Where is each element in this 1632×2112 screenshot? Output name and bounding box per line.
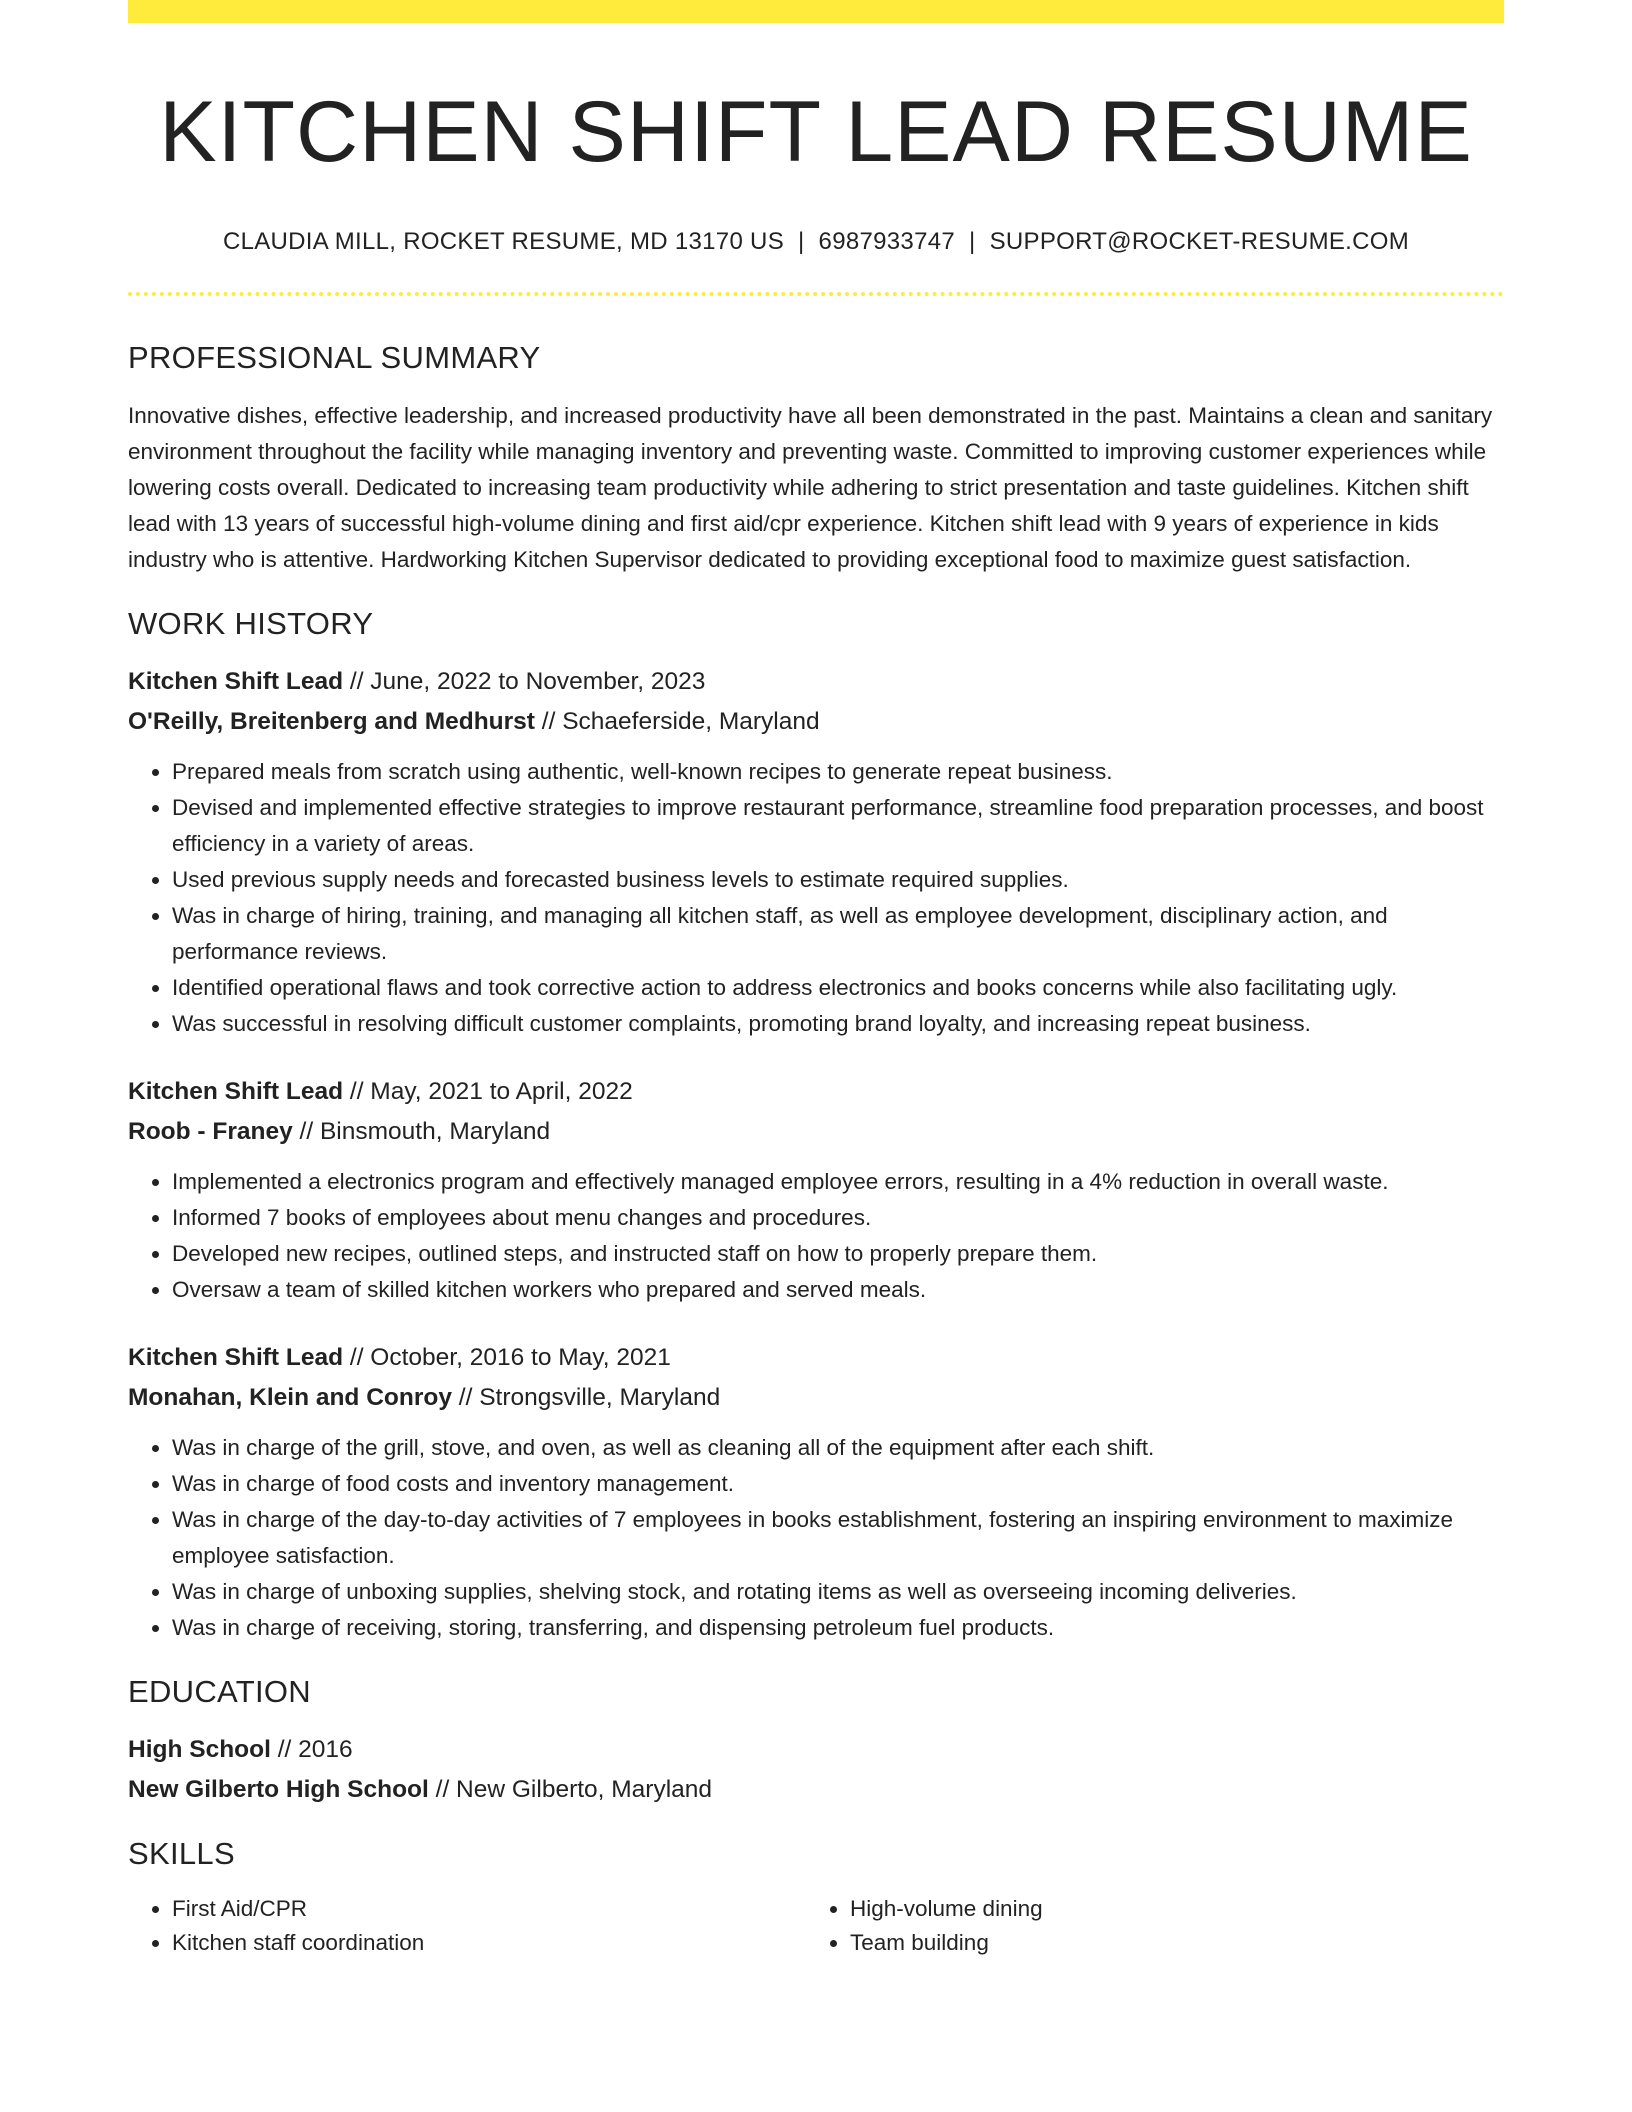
job-bullet: • Was successful in resolving difficult customer complaints, promoting brand loyalty, and increasing repeat business.	[172, 1006, 1504, 1042]
job-company: Roob - Franey	[128, 1117, 293, 1145]
contact-separator: |	[798, 227, 805, 255]
job-bullet: • Was in charge of unboxing supplies, shelving stock, and rotating items as well as overseeing incoming deliveries.	[172, 1574, 1504, 1610]
summary-text: Innovative dishes, effective leadership, and increased productivity have all been demonstrated in the past. Maintains a clean and sanitary environment throughout the facility while managing inventory and preventing waste. Committed to improving customer experiences while lowering costs overall. Dedicated to increasing team productivity while adhering to strict presentation and taste guidelines. Kitchen shift lead with 13 years of successful high-volume dining and first aid/cpr experience. Kitchen shift lead with 9 years of experience in kids industry who is attentive. Hardworking Kitchen Supervisor dedicated to providing exceptional food to maximize guest satisfaction.	[128, 402, 1493, 572]
work-history-heading: WORK HISTORY	[128, 605, 374, 641]
job-bullets	[128, 754, 1504, 1042]
education-degree-line	[128, 1730, 1504, 1770]
contact-address: CLAUDIA MILL, ROCKET RESUME, MD 13170 US	[222, 227, 784, 255]
contact-separator: |	[969, 227, 976, 255]
job-bullet: • Used previous supply needs and forecasted business levels to estimate required supplies.	[172, 862, 1504, 898]
education-location: // New Gilberto, Maryland	[428, 1775, 713, 1803]
education-school: New Gilberto High School	[128, 1775, 429, 1803]
contact-line	[128, 228, 1504, 256]
education-entry	[128, 1730, 1504, 1810]
job-bullet: • Oversaw a team of skilled kitchen workers who prepared and served meals.	[172, 1272, 1504, 1308]
job-bullet: • Informed 7 books of employees about menu changes and procedures.	[172, 1200, 1504, 1236]
accent-top-bar	[128, 0, 1504, 23]
job-bullets	[128, 1430, 1504, 1646]
job-company-line	[128, 1378, 1504, 1418]
job-dates: // June, 2022 to November, 2023	[343, 667, 706, 695]
job-bullet: • Developed new recipes, outlined steps, and instructed staff on how to properly prepare them.	[172, 1236, 1504, 1272]
job-bullet: • Identified operational flaws and took corrective action to address electronics and books concerns while also facilitating ugly.	[172, 970, 1504, 1006]
skills-grid	[128, 1892, 1504, 1960]
dotted-divider	[128, 292, 1504, 296]
skills-column-right	[806, 1892, 1484, 1960]
job-title-line	[128, 1072, 1504, 1112]
job-company: O'Reilly, Breitenberg and Medhurst	[128, 707, 535, 735]
contact-email[interactable]: SUPPORT@ROCKET-RESUME.COM	[989, 227, 1410, 255]
job-bullets	[128, 1164, 1504, 1308]
skill-item: • Kitchen staff coordination	[172, 1926, 806, 1960]
job-title: Kitchen Shift Lead	[128, 1343, 344, 1371]
education-degree: High School	[128, 1735, 271, 1763]
education-heading: EDUCATION	[128, 1673, 311, 1709]
skill-item: • High-volume dining	[850, 1892, 1484, 1926]
job-bullet: • Was in charge of the day-to-day activities of 7 employees in books establishment, fostering an inspiring environment to maximize employee satisfaction.	[172, 1502, 1504, 1574]
job-location: // Binsmouth, Maryland	[292, 1117, 551, 1145]
job-bullet: • Was in charge of hiring, training, and managing all kitchen staff, as well as employee development, disciplinary action, and performance reviews.	[172, 898, 1504, 970]
job-bullet: • Was in charge of the grill, stove, and oven, as well as cleaning all of the equipment after each shift.	[172, 1430, 1504, 1466]
skill-item: • First Aid/CPR	[172, 1892, 806, 1926]
skill-item: • Team building	[850, 1926, 1484, 1960]
job-entry	[128, 662, 1504, 1042]
job-dates: // October, 2016 to May, 2021	[343, 1343, 671, 1371]
resume-title: KITCHEN SHIFT LEAD RESUME	[159, 84, 1473, 180]
education-year: // 2016	[270, 1735, 353, 1763]
skills-column-left	[128, 1892, 806, 1960]
job-title: Kitchen Shift Lead	[128, 1077, 344, 1105]
resume-page	[128, 0, 1504, 1960]
contact-phone[interactable]: 6987933747	[818, 227, 956, 255]
job-entry	[128, 1072, 1504, 1308]
job-dates: // May, 2021 to April, 2022	[343, 1077, 633, 1105]
job-bullet: • Prepared meals from scratch using authentic, well-known recipes to generate repeat business.	[172, 754, 1504, 790]
skills-heading: SKILLS	[128, 1835, 235, 1871]
job-bullet: • Was in charge of food costs and inventory management.	[172, 1466, 1504, 1502]
job-location: // Schaeferside, Maryland	[534, 707, 820, 735]
job-company-line	[128, 702, 1504, 742]
job-company: Monahan, Klein and Conroy	[128, 1383, 452, 1411]
job-bullet: • Devised and implemented effective strategies to improve restaurant performance, streamline food preparation processes, and boost efficiency in a variety of areas.	[172, 790, 1504, 862]
summary-heading: PROFESSIONAL SUMMARY	[128, 339, 541, 375]
job-location: // Strongsville, Maryland	[451, 1383, 721, 1411]
job-bullet: • Implemented a electronics program and effectively managed employee errors, resulting in a 4% reduction in overall waste.	[172, 1164, 1504, 1200]
job-entry	[128, 1338, 1504, 1646]
job-title: Kitchen Shift Lead	[128, 667, 344, 695]
education-school-line	[128, 1770, 1504, 1810]
job-title-line	[128, 1338, 1504, 1378]
job-bullet: • Was in charge of receiving, storing, transferring, and dispensing petroleum fuel products.	[172, 1610, 1504, 1646]
job-title-line	[128, 662, 1504, 702]
job-company-line	[128, 1112, 1504, 1152]
